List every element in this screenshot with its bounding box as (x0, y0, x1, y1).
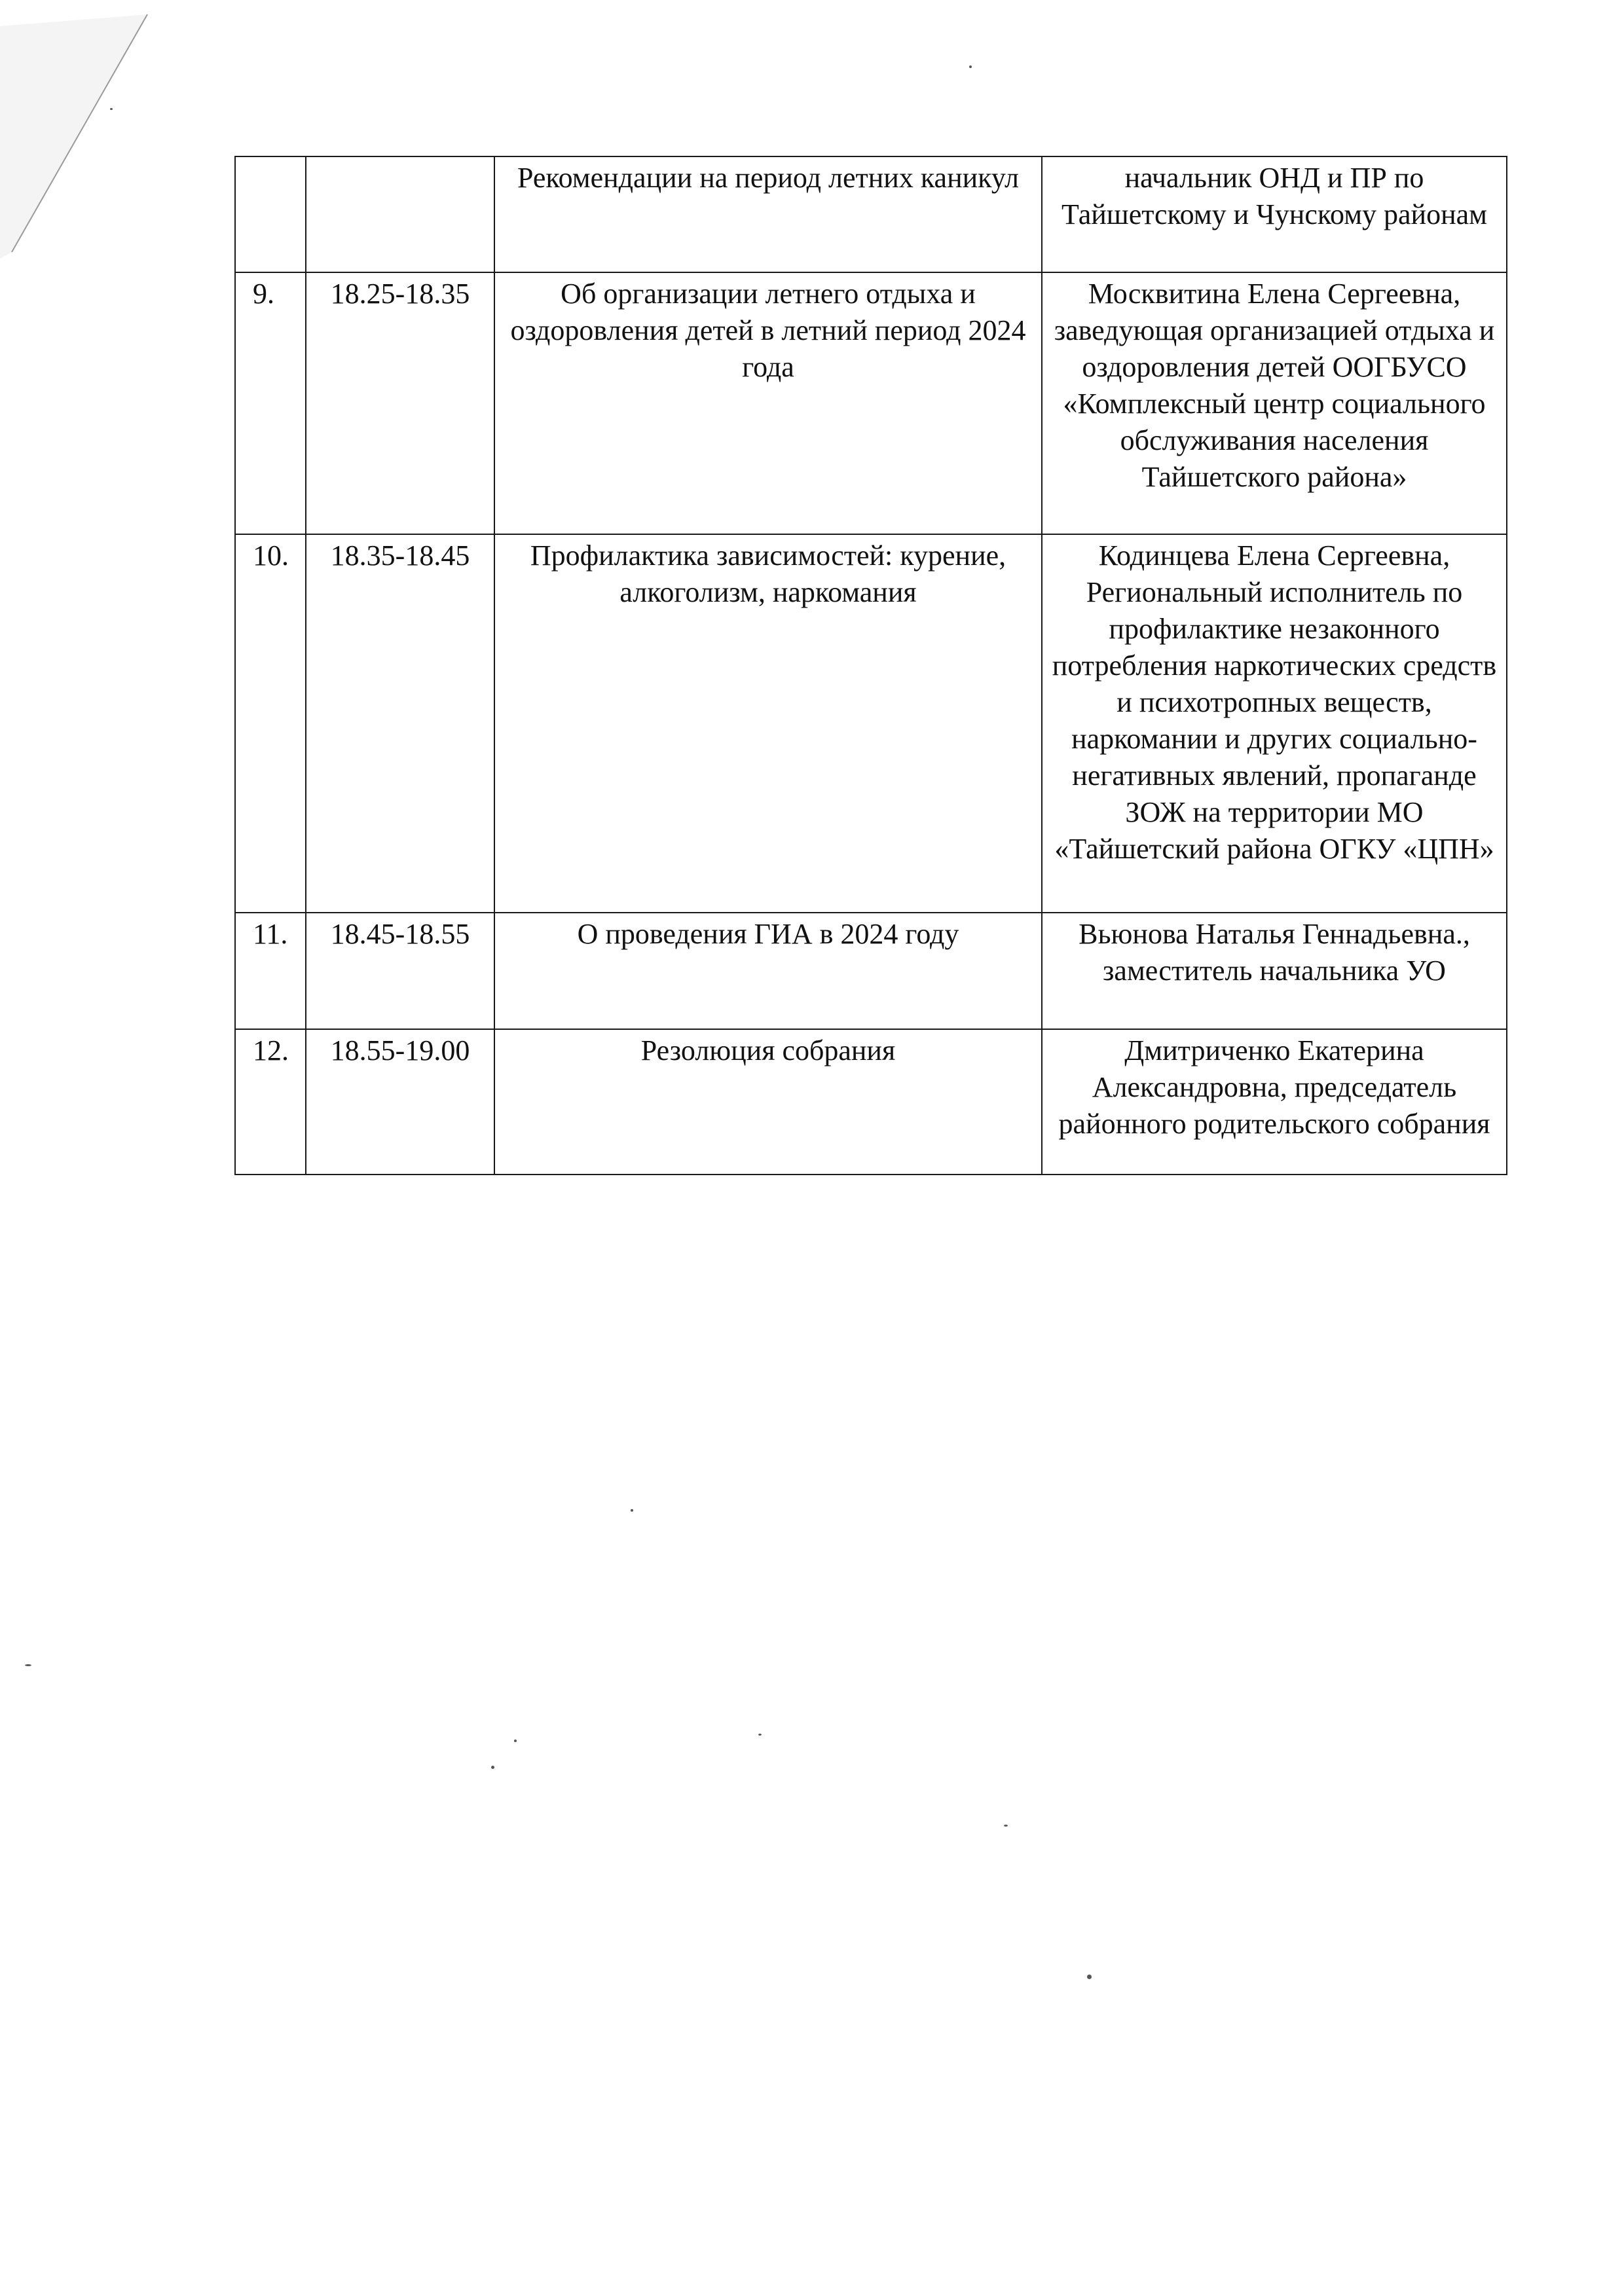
item-topic: Рекомендации на период летних каникул (494, 156, 1042, 272)
item-speaker: Москвитина Елена Сергеевна, заведующая организацией отдыха и оздоровления детей ООГБУСО «Комплексный центр социального обслуживания населения Тайшетского района» (1042, 272, 1507, 534)
scan-speck (110, 108, 113, 110)
table-row (235, 534, 1507, 913)
item-number: 12. (235, 1029, 306, 1175)
scan-speck (631, 1509, 633, 1512)
item-topic: Об организации летнего отдыха и оздоровления детей в летний период 2024 года (494, 272, 1042, 534)
item-time (306, 156, 494, 272)
scan-speck (25, 1664, 31, 1666)
table-row (235, 156, 1507, 272)
item-speaker: Кодинцева Елена Сергеевна, Региональный исполнитель по профилактике незаконного потребления наркотических средств и психотропных веществ, наркомании и других социально-негативных явлений, пропаганде ЗОЖ на территории МО «Тайшетский района ОГКУ «ЦПН» (1042, 534, 1507, 913)
scan-speck (969, 65, 972, 68)
item-speaker: Вьюнова Наталья Геннадьевна., заместитель начальника УО (1042, 913, 1507, 1029)
item-topic: Профилактика зависимостей: курение, алкоголизм, наркомания (494, 534, 1042, 913)
item-speaker: начальник ОНД и ПР по Тайшетскому и Чунскому районам (1042, 156, 1507, 272)
item-topic: О проведения ГИА в 2024 году (494, 913, 1042, 1029)
table-row (235, 913, 1507, 1029)
scan-speck (514, 1740, 517, 1742)
scan-speck (1004, 1825, 1008, 1827)
table-row (235, 272, 1507, 534)
scan-speck (1087, 1975, 1092, 1979)
item-number: 10. (235, 534, 306, 913)
item-number: 9. (235, 272, 306, 534)
item-time: 18.25-18.35 (306, 272, 494, 534)
table-row (235, 1029, 1507, 1175)
item-speaker: Дмитриченко Екатерина Александровна, председатель районного родительского собрания (1042, 1029, 1507, 1175)
item-topic: Резолюция собрания (494, 1029, 1042, 1175)
agenda-table (234, 156, 1507, 1175)
item-number (235, 156, 306, 272)
scan-speck (491, 1766, 494, 1769)
item-time: 18.35-18.45 (306, 534, 494, 913)
scan-speck (758, 1734, 762, 1736)
item-number: 11. (235, 913, 306, 1029)
item-time: 18.45-18.55 (306, 913, 494, 1029)
scan-fold-mark (0, 0, 157, 262)
item-time: 18.55-19.00 (306, 1029, 494, 1175)
